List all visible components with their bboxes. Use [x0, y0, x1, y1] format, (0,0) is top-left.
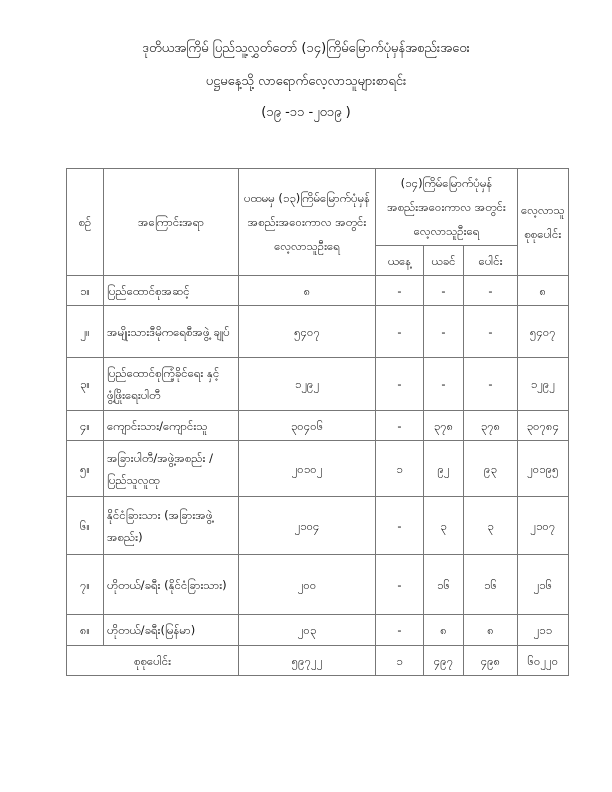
cell-total: ၈	[518, 276, 569, 306]
cell-yesterday: ၃	[424, 497, 464, 555]
header-today: ယနေ့	[376, 246, 424, 276]
cell-today: -	[376, 358, 424, 411]
table-row	[67, 358, 569, 411]
cell-previous: ၂၀၃	[239, 615, 376, 646]
cell-no: ၆။	[67, 497, 104, 555]
cell-total: ၂၁၀၇	[518, 497, 569, 555]
cell-sum: -	[464, 276, 518, 306]
cell-previous: ၂၀၀	[239, 555, 376, 615]
cell-sum: ၁၆	[464, 555, 518, 615]
table-row	[67, 441, 569, 497]
cell-yesterday: ၁၆	[424, 555, 464, 615]
total-today: ၁	[376, 646, 424, 676]
cell-sum: ၉၃	[464, 441, 518, 497]
cell-no: ၇။	[67, 555, 104, 615]
cell-previous: ၂၁၀၄	[239, 497, 376, 555]
cell-subject: ဟိုတယ်/ခရီး (နိုင်ငံခြားသား)	[104, 555, 239, 615]
cell-no: ၄။	[67, 411, 104, 441]
table-row	[67, 555, 569, 615]
cell-today: -	[376, 555, 424, 615]
cell-subject: ပြည်ထောင်စုအဆင့်	[104, 276, 239, 306]
header-sum: ပေါင်း	[464, 246, 518, 276]
table-row	[67, 411, 569, 441]
cell-total: ၂၀၁၉၅	[518, 441, 569, 497]
document-date: (၁၉ -၁၁ -၂၀၁၉ )	[261, 105, 351, 120]
cell-subject: အမျိုးသားဒီမိုကရေစီအဖွဲ့ ချုပ်	[104, 306, 239, 358]
cell-previous: ၁၂၉၂	[239, 358, 376, 411]
document-subtitle: ပဋ္ဌမနေ့သို့ လာရောက်လေ့လာသူများစာရင်း	[205, 74, 407, 89]
header-yesterday: ယခင်	[424, 246, 464, 276]
cell-previous: ၃၀၄၀၆	[239, 411, 376, 441]
cell-no: ၂။	[67, 306, 104, 358]
document-title: ဒုတိယအကြိမ် ပြည်သူ့လွှတ်တော် (၁၄)ကြိမ်မြောက်ပုံမှန်အစည်းအဝေး	[142, 41, 470, 56]
cell-yesterday: ၈	[424, 615, 464, 646]
cell-no: ၁။	[67, 276, 104, 306]
cell-subject: အခြားပါတီ/အဖွဲ့အစည်း /ပြည်သူလူထု	[104, 441, 239, 497]
cell-previous: ၅၄၀၇	[239, 306, 376, 358]
table-row	[67, 497, 569, 555]
cell-today: -	[376, 306, 424, 358]
cell-sum: ၃၇၈	[464, 411, 518, 441]
header-subject: အကြောင်းအရာ	[104, 169, 239, 276]
cell-sum: ၈	[464, 615, 518, 646]
cell-yesterday: -	[424, 358, 464, 411]
cell-yesterday: -	[424, 276, 464, 306]
cell-today: -	[376, 497, 424, 555]
cell-total: ၂၁၆	[518, 555, 569, 615]
cell-today: -	[376, 276, 424, 306]
cell-today: -	[376, 411, 424, 441]
header-previous: ပထမမှ (၁၃)ကြိမ်မြောက်ပုံမှန် အစည်းအဝေးကာလ အတွင်းလေ့လာသူဦးရေ	[239, 169, 376, 276]
visitors-table	[66, 168, 569, 676]
cell-sum: -	[464, 306, 518, 358]
cell-yesterday: ၃၇၈	[424, 411, 464, 441]
cell-total: ၁၂၉၂	[518, 358, 569, 411]
cell-subject: ဟိုတယ်/ခရီး(မြန်မာ)	[104, 615, 239, 646]
cell-no: ၃။	[67, 358, 104, 411]
table-row	[67, 276, 569, 306]
cell-total: ၅၄၀၇	[518, 306, 569, 358]
cell-today: -	[376, 615, 424, 646]
cell-previous: ၂၀၁၀၂	[239, 441, 376, 497]
cell-total: ၃၀၇၈၄	[518, 411, 569, 441]
cell-yesterday: ၉၂	[424, 441, 464, 497]
cell-no: ၅။	[67, 441, 104, 497]
cell-subject: ကျောင်းသား/ကျောင်းသူ	[104, 411, 239, 441]
total-sum: ၄၉၈	[464, 646, 518, 676]
header-current: (၁၄)ကြိမ်မြောက်ပုံမှန် အစည်းအဝေးကာလ အတွင်းလေ့လာသူဦးရေ	[376, 169, 518, 246]
cell-sum: -	[464, 358, 518, 411]
table-row	[67, 615, 569, 646]
total-label: စုစုပေါင်း	[67, 646, 239, 676]
table-row	[67, 306, 569, 358]
cell-sum: ၃	[464, 497, 518, 555]
header-total: လေ့လာသူ စုစုပေါင်း	[518, 169, 569, 276]
total-yesterday: ၄၉၇	[424, 646, 464, 676]
cell-total: ၂၁၁	[518, 615, 569, 646]
cell-yesterday: -	[424, 306, 464, 358]
cell-subject: နိုင်ငံခြားသား (အခြားအဖွဲ့အစည်း)	[104, 497, 239, 555]
cell-no: ၈။	[67, 615, 104, 646]
cell-previous: ၈	[239, 276, 376, 306]
cell-subject: ပြည်ထောင်စုကြံ့ခိုင်ရေး နှင့်ဖွံ့ဖြိုးရေးပါတီ	[104, 358, 239, 411]
total-previous: ၅၉၇၂၂	[239, 646, 376, 676]
header-no: စဉ်	[67, 169, 104, 276]
total-grand: ၆၀၂၂၀	[518, 646, 569, 676]
total-row	[67, 646, 569, 676]
cell-today: ၁	[376, 441, 424, 497]
